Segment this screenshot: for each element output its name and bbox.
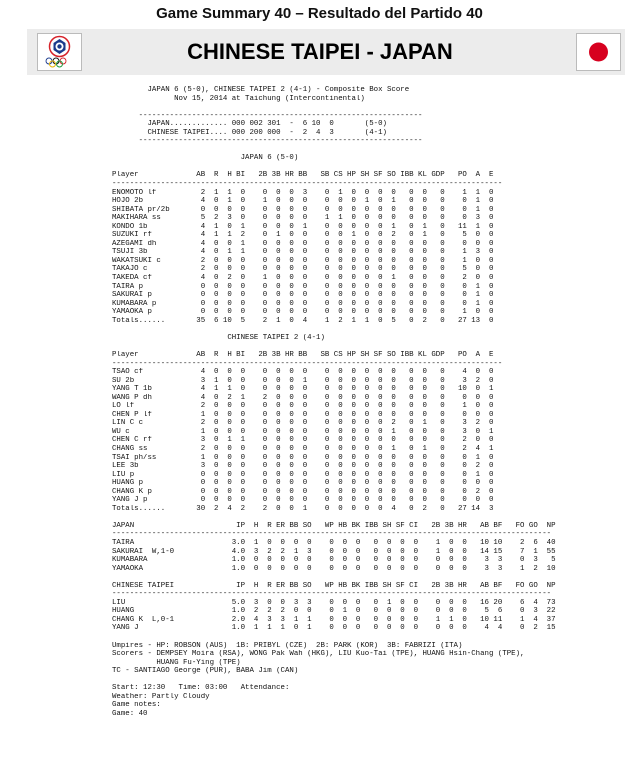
box-score-line: HUANG 1.0 2 2 2 0 0 0 1 0 0 0 0 0 0 0 0 5 6 0 3 22: [112, 607, 556, 616]
box-score-line: JAPAN 6 (5-0): [112, 154, 299, 163]
box-score-line: TAIRA 3.0 1 0 0 0 0 0 0 0 0 0 0 0 1 0 0 10 10 2 6 40: [112, 538, 556, 547]
box-score-line: AZEGAMI dh 4 0 0 1 0 0 0 0 0 0 0 0 0 0 0 0 0 0 0 0: [112, 239, 494, 248]
box-score-line: [112, 633, 632, 642]
box-score-line: TSAI ph/ss 1 0 0 0 0 0 0 0 0 0 0 0 0 0 0 0 0 0 1 0: [112, 453, 494, 462]
box-score-line: SHIBATA pr/2b 0 0 0 0 0 0 0 0 0 0 0 0 0 0 0 0 0 0 1 0: [112, 205, 494, 214]
box-score-line: ----------------------------------------------------------------------------------------: [112, 180, 503, 189]
box-score-line: CHANG ss 2 0 0 0 0 0 0 0 0 0 0 0 0 1 0 1 0 2 4 1: [112, 444, 494, 453]
box-score-line: TC - SANTIAGO George (PUR), BABA Jim (CAN): [112, 667, 299, 676]
box-score-line: [112, 103, 632, 112]
box-score-line: CHINESE TAIPEI.... 000 200 000 - 2 4 3 (4-1): [112, 128, 387, 137]
box-score-line: LEE 3b 3 0 0 0 0 0 0 0 0 0 0 0 0 0 0 0 0 0 2 0: [112, 462, 494, 471]
page-title: Game Summary 40 – Resultado del Partido 40: [156, 5, 483, 22]
box-score-line: TSUJI 3b 4 0 1 1 0 0 0 0 0 0 0 0 0 0 0 0 0 1 3 0: [112, 248, 494, 257]
box-score-line: ENOMOTO lf 2 1 1 0 0 0 0 3 0 1 0 0 0 0 0 0 0 1 1 0: [112, 188, 494, 197]
box-score-line: CHEN P lf 1 0 0 0 0 0 0 0 0 0 0 0 0 0 0 0 0 0 0 0: [112, 410, 494, 419]
box-score-line: [112, 325, 632, 334]
box-score-line: JAPAN IP H R ER BB SO WP HB BK IBB SH SF CI 2B 3B HR AB BF FO GO NP: [112, 521, 556, 530]
japan-flag-icon: [576, 33, 621, 71]
box-score-line: Totals...... 30 2 4 2 2 0 0 1 0 0 0 0 0 4 0 2 0 27 14 3: [112, 504, 494, 513]
box-score-line: HOJO 2b 4 0 1 0 1 0 0 0 0 0 0 1 0 1 0 0 0 0 1 0: [112, 197, 494, 206]
box-score-line: YANG T 1b 4 1 1 0 0 0 0 0 0 0 0 0 0 0 0 0 0 10 0 1: [112, 385, 494, 394]
box-score-line: WU c 1 0 0 0 0 0 0 0 0 0 0 0 0 1 0 0 0 3 0 1: [112, 427, 494, 436]
box-score-line: SU 2b 3 1 0 0 0 0 0 1 0 0 0 0 0 0 0 0 0 3 2 0: [112, 376, 494, 385]
box-score-line: CHANG K L,0-1 2.0 4 3 3 1 1 0 0 0 0 0 0 0 1 1 0 10 11 1 4 37: [112, 615, 556, 624]
box-score-line: Totals...... 35 6 10 5 2 1 0 4 1 2 1 1 0 5 0 2 0 27 13 0: [112, 316, 494, 325]
box-score-line: [112, 146, 632, 155]
chinese-taipei-flag-icon: [37, 33, 82, 71]
box-score-line: CHINESE TAIPEI 2 (4-1): [112, 333, 325, 342]
box-score-line: ----------------------------------------------------------------: [112, 111, 423, 120]
box-score-line: YANG J 1.0 1 1 1 0 1 0 0 0 0 0 0 0 0 0 0 4 4 0 2 15: [112, 624, 556, 633]
box-score-line: ----------------------------------------------------------------------------------------: [112, 359, 503, 368]
box-score-line: Scorers - DEMPSEY Moira (RSA), WONG Pak Wah (HKG), LIU Kuo-Tai (TPE), HUANG Hsin-Chang (TPE),: [112, 650, 525, 659]
box-score-line: SAKURAI p 0 0 0 0 0 0 0 0 0 0 0 0 0 0 0 0 0 0 1 0: [112, 291, 494, 300]
box-score-line: LIU p 0 0 0 0 0 0 0 0 0 0 0 0 0 0 0 0 0 0 1 0: [112, 470, 494, 479]
box-score-line: ----------------------------------------------------------------: [112, 137, 423, 146]
box-score-line: Game notes:: [112, 701, 161, 710]
box-score-line: JAPAN 6 (5-0), CHINESE TAIPEI 2 (4-1) - Composite Box Score: [112, 86, 410, 94]
box-score-line: [112, 676, 632, 685]
box-score-line: [112, 342, 632, 351]
box-score-line: [112, 573, 632, 582]
box-score-line: Weather: Partly Cloudy: [112, 692, 210, 701]
box-score-line: TSAO cf 4 0 0 0 0 0 0 0 0 0 0 0 0 0 0 0 0 4 0 0: [112, 368, 494, 377]
box-score-line: WANG P dh 4 0 2 1 2 0 0 0 0 0 0 0 0 0 0 0 0 0 0 0: [112, 393, 494, 402]
box-score-line: WAKATSUKI c 2 0 0 0 0 0 0 0 0 0 0 0 0 0 0 0 0 1 0 0: [112, 256, 494, 265]
box-score-line: TAIRA p 0 0 0 0 0 0 0 0 0 0 0 0 0 0 0 0 0 0 1 0: [112, 282, 494, 291]
box-score-line: YAMAOKA p 0 0 0 0 0 0 0 0 0 0 0 0 0 0 0 0 0 1 0 0: [112, 308, 494, 317]
box-score-line: LIU 5.0 3 0 0 3 3 0 0 0 0 1 0 0 0 0 0 16 20 6 4 73: [112, 598, 556, 607]
box-score-line: CHANG K p 0 0 0 0 0 0 0 0 0 0 0 0 0 0 0 0 0 0 2 0: [112, 487, 494, 496]
box-score-line: [112, 513, 632, 522]
box-score-line: KUMABARA p 0 0 0 0 0 0 0 0 0 0 0 0 0 0 0 0 0 0 1 0: [112, 299, 494, 308]
box-score-line: JAPAN............. 000 002 301 - 6 10 0 (5-0): [112, 120, 387, 129]
box-score-line: ---------------------------------------------------------------------------------------------------: [112, 590, 552, 599]
box-score-line: LIN C c 2 0 0 0 0 0 0 0 0 0 0 0 0 2 0 1 0 3 2 0: [112, 419, 494, 428]
box-score-line: Game: 40: [112, 709, 148, 718]
box-score-line: SUZUKI rf 4 1 1 2 0 1 0 0 0 0 1 0 0 2 0 1 0 5 0 0: [112, 231, 494, 240]
box-score-line: KONDO 1b 4 1 0 1 0 0 0 1 0 0 0 0 0 1 0 1 0 11 1 0: [112, 222, 494, 231]
box-score-line: HUANG p 0 0 0 0 0 0 0 0 0 0 0 0 0 0 0 0 0 0 0 0: [112, 479, 494, 488]
matchup-title: CHINESE TAIPEI - JAPAN: [187, 39, 453, 64]
box-score-line: HUANG Fu-Ying (TPE): [112, 658, 241, 667]
box-score-line: LO lf 2 0 0 0 0 0 0 0 0 0 0 0 0 0 0 0 0 1 0 0: [112, 402, 494, 411]
box-score-line: TAKAJO c 2 0 0 0 0 0 0 0 0 0 0 0 0 0 0 0 0 5 0 0: [112, 265, 494, 274]
box-score-line: Player AB R H BI 2B 3B HR BB SB CS HP SH SF SO IBB KL GDP PO A E: [112, 171, 494, 180]
box-score-line: Player AB R H BI 2B 3B HR BB SB CS HP SH SF SO IBB KL GDP PO A E: [112, 350, 494, 359]
box-score-text: [112, 86, 632, 718]
box-score-line: CHEN C rf 3 0 1 1 0 0 0 0 0 0 0 0 0 0 0 0 0 2 0 0: [112, 436, 494, 445]
box-score-line: YANG J p 0 0 0 0 0 0 0 0 0 0 0 0 0 0 0 0 0 0 0 0: [112, 496, 494, 505]
box-score-line: ---------------------------------------------------------------------------------------------------: [112, 530, 552, 539]
box-score-line: Nov 15, 2014 at Taichung (Intercontinental): [112, 94, 365, 103]
box-score-line: SAKURAI W,1-0 4.0 3 2 2 1 3 0 0 0 0 0 0 0 1 0 0 14 15 7 1 55: [112, 547, 556, 556]
box-score-line: KUMABARA 1.0 0 0 0 0 0 0 0 0 0 0 0 0 0 0 0 3 3 0 3 5: [112, 556, 556, 565]
box-score-line: Umpires - HP: ROBSON (AUS) 1B: PRIBYL (CZE) 2B: PARK (KOR) 3B: FABRIZI (ITA): [112, 641, 463, 650]
box-score-line: TAKEDA cf 4 0 2 0 1 0 0 0 0 0 0 0 0 1 0 0 0 2 0 0: [112, 274, 494, 283]
box-score-line: MAKIHARA ss 5 2 3 0 0 0 0 0 1 1 0 0 0 0 0 0 0 0 3 0: [112, 214, 494, 223]
box-score-line: Start: 12:30 Time: 03:00 Attendance:: [112, 684, 290, 693]
box-score-line: YAMAOKA 1.0 0 0 0 0 0 0 0 0 0 0 0 0 0 0 0 3 3 1 2 10: [112, 564, 556, 573]
box-score-line: [112, 163, 632, 172]
box-score-line: CHINESE TAIPEI IP H R ER BB SO WP HB BK IBB SH SF CI 2B 3B HR AB BF FO GO NP: [112, 581, 556, 590]
